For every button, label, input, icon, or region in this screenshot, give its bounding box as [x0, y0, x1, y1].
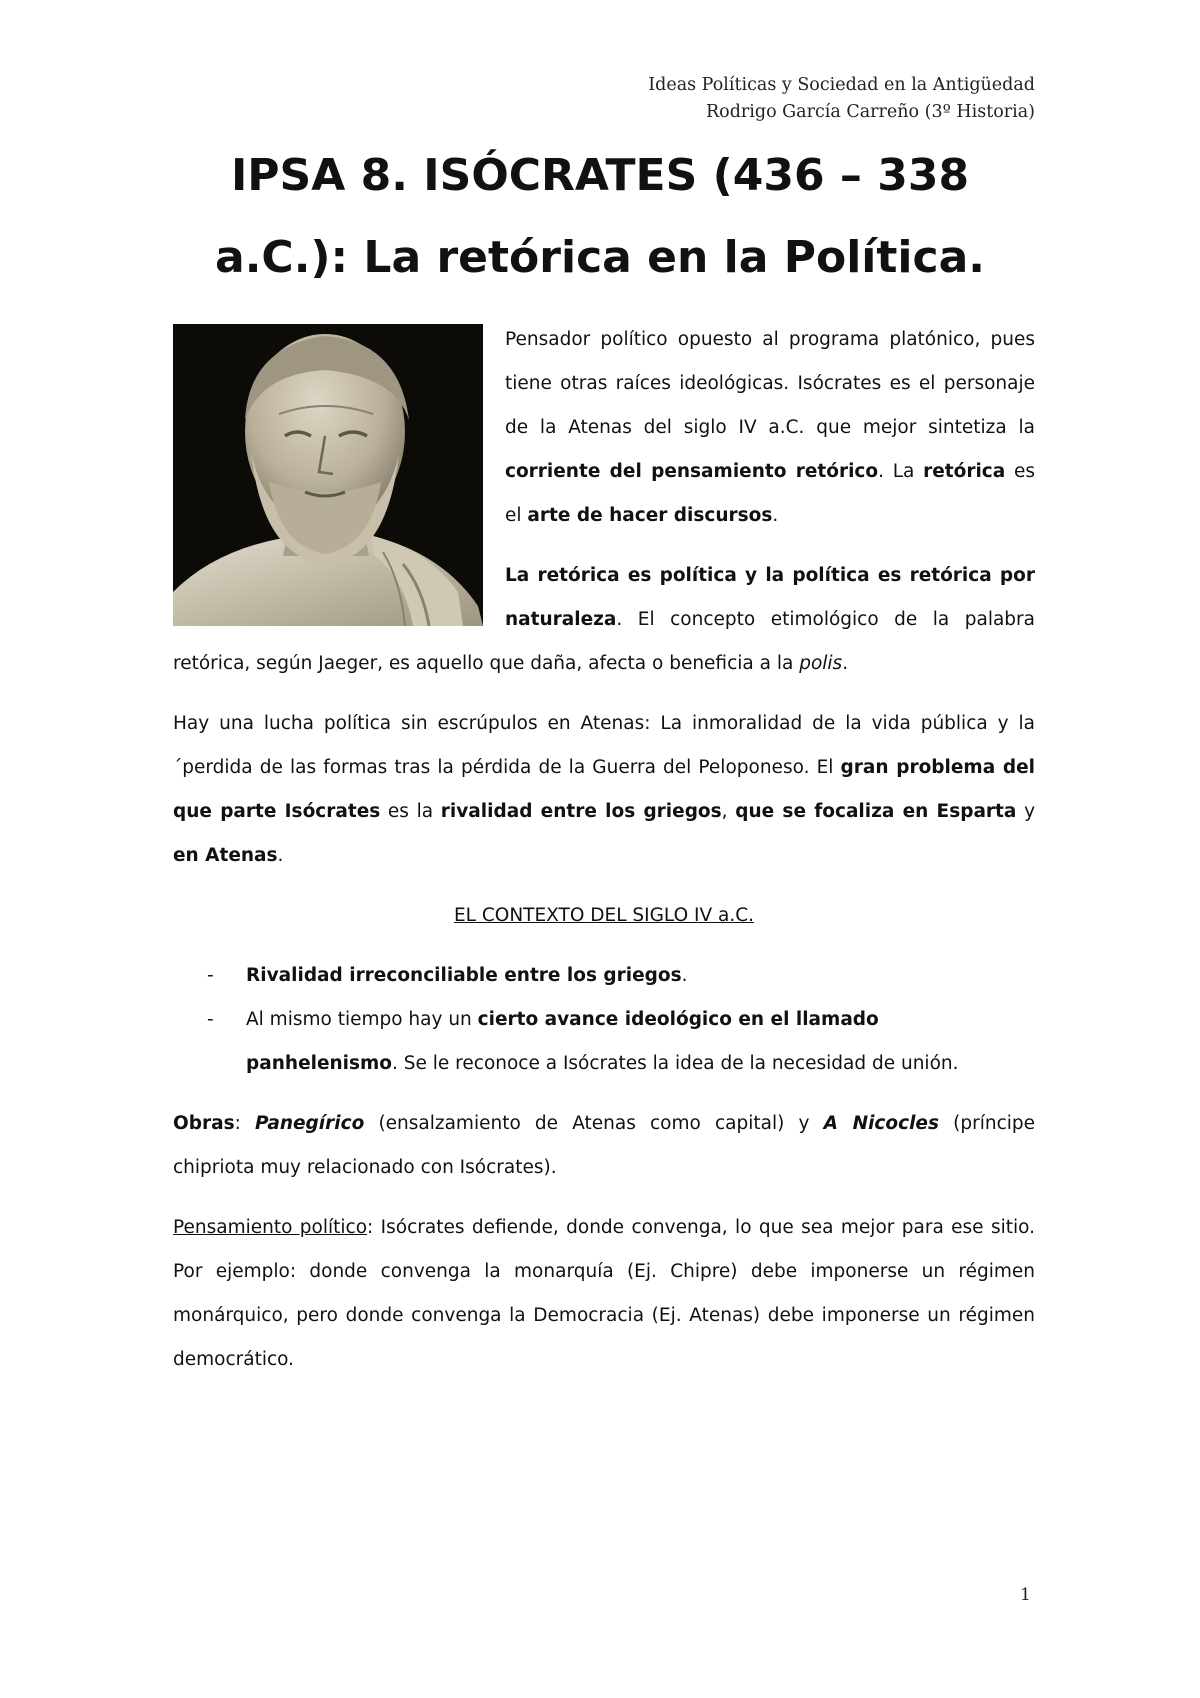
works-label: Obras [173, 1113, 235, 1134]
works-paragraph: Obras: Panegírico (ensalzamiento de Atenas como capital) y A Nicocles (príncipe chipriota muy relacionado con Isócrates). [173, 1113, 1036, 1178]
document-header [648, 72, 1035, 126]
intro-paragraph: Pensador político opuesto al programa platónico, pues tiene otras raíces ideológicas. Isócrates es el personaje de la Atenas del siglo IV a.C. que mejor sintetiza la corriente del pensamiento retórico. La retórica es el arte de hacer discursos. [505, 329, 1035, 526]
list-dash: - [207, 965, 214, 986]
title-line-2: a.C.): La retórica en la Política. [215, 232, 985, 283]
context-list [173, 954, 1035, 1086]
document-body [173, 318, 1035, 1398]
work-title: A Nicocles [823, 1113, 939, 1134]
page-title [150, 135, 1050, 299]
political-struggle-paragraph: Hay una lucha política sin escrúpulos en Atenas: La inmoralidad de la vida pública y la ´perdida de las formas tras la pérdida de la Guerra del Peloponeso. El gran problema del que parte Isócrates es la rivalidad entre los griegos, que se focaliza en Esparta y en Atenas. [173, 713, 1036, 866]
list-dash: - [207, 1009, 214, 1030]
page-number: 1 [1020, 1585, 1031, 1605]
header-author: Rodrigo García Carreño (3º Historia) [705, 102, 1035, 122]
political-thought-paragraph: Pensamiento político: Isócrates defiende, donde convenga, lo que sea mejor para ese sitio. Por ejemplo: donde convenga la monarquía (Ej. Chipre) debe imponerse un régimen monárquico, pero donde convenga la Democracia (Ej. Atenas) debe imponerse un régimen democrático. [173, 1217, 1036, 1370]
work-title: Panegírico [254, 1113, 365, 1134]
political-thought-label: Pensamiento político [173, 1217, 368, 1238]
section-heading: EL CONTEXTO DEL SIGLO IV a.C. [453, 905, 755, 926]
list-item: - Rivalidad irreconciliable entre los griegos. [173, 954, 1035, 998]
isocrates-bust-image [173, 324, 483, 626]
title-line-1: IPSA 8. ISÓCRATES (436 – 338 [230, 150, 970, 201]
header-course-title: Ideas Políticas y Sociedad en la Antigüedad [648, 75, 1035, 95]
rhetoric-paragraph: La retórica es política y la política es retórica por naturaleza. El concepto etimológico de la palabra retórica, según Jaeger, es aquello que daña, afecta o beneficia a la polis. [173, 565, 1035, 674]
list-item: - Al mismo tiempo hay un cierto avance ideológico en el llamado panhelenismo. Se le reconoce a Isócrates la idea de la necesidad de unión. [173, 998, 1035, 1086]
